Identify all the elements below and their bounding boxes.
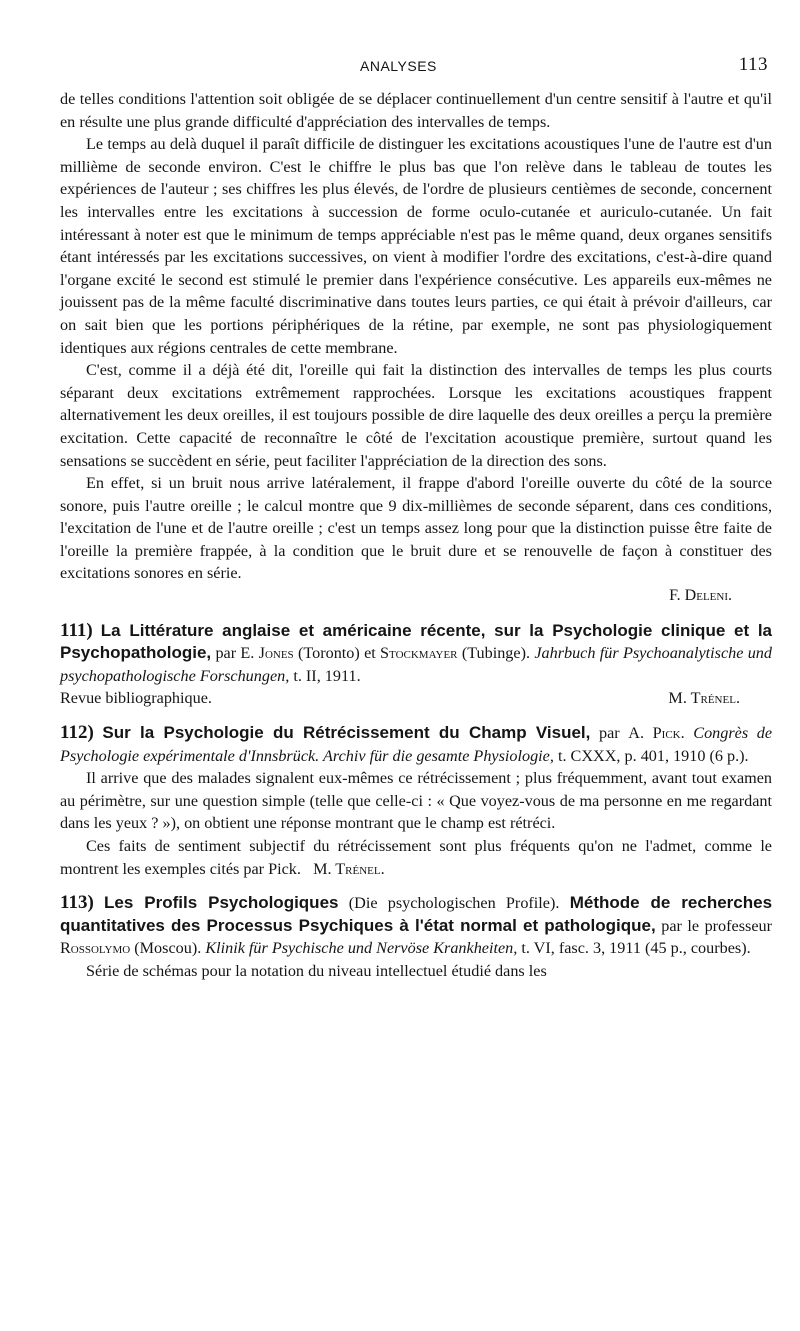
journal: Klinik für Psychische und Nervöse Krankheiten, — [205, 939, 518, 958]
entry-body: Revue bibliographique. — [60, 689, 212, 708]
entry-title: Sur la Psychologie du Rétrécissement du Champ Visuel, — [102, 723, 591, 743]
signature: M. Trénel. — [313, 859, 385, 878]
review-entry-113 — [60, 892, 772, 982]
entry-heading: 112) Sur la Psychologie du Rétrécissement du Champ Visuel, par A. Pick. Congrès de Psychologie expérimentale d'Innsbrück. Archiv für die gesamte Physiologie, t. CXXX, p. 401, 1910 (6 p.). — [60, 722, 773, 765]
paragraph: Série de schémas pour la notation du niveau intellectuel étudié dans les — [86, 961, 547, 980]
author: Rossolymo — [60, 939, 131, 958]
review-entry-112 — [60, 722, 772, 880]
paragraph: de telles conditions l'attention soit obligée de se déplacer continuellement d'un centre sensitif à l'autre et qu'il en résulte une plus grande difficulté d'appréciation des intervalles de temps. — [60, 90, 772, 131]
entry-number: 111) — [60, 619, 93, 641]
entry-subtitle: Méthode de recherches quantitatives des Processus Psychiques à l'état normal et pathologique, — [60, 893, 773, 935]
signature: M. Trénel. — [668, 689, 740, 708]
entry-number: 112) — [60, 722, 94, 744]
entry-heading: 113) Les Profils Psychologiques (Die psychologischen Profile). Méthode de recherches quantitatives des Processus Psychiques à l'état normal et pathologique, par le professeur Rossolymo (Moscou). Klinik für Psychische und Nervöse Krankheiten, t. VI, fasc. 3, 1911 (45 p., courbes). — [60, 892, 773, 958]
entry-number: 113) — [60, 892, 94, 914]
entry-heading: 111) La Littérature anglaise et américaine récente, sur la Psychologie clinique et la Psychopathologie, par E. Jones (Toronto) et Stockmayer (Tubinge). Jahrbuch für Psychoanalytische und psychopathologische Forschungen, t. II, 1911. — [60, 619, 773, 685]
signature: F. Deleni. — [669, 587, 732, 605]
running-title: ANALYSES — [360, 58, 437, 74]
journal: Congrès de Psychologie expérimentale d'Innsbrück. Archiv für die gesamte Physiologie, — [60, 724, 773, 765]
review-continuation — [60, 88, 772, 608]
entry-title: La Littérature anglaise et américaine récente, sur la Psychologie clinique et la Psychopathologie, — [60, 620, 773, 663]
entry-title: Les Profils Psychologiques — [104, 893, 339, 913]
author: A. Pick. — [628, 724, 685, 743]
paragraph: Ces faits de sentiment subjectif du rétrécissement sont plus fréquents qu'on ne l'admet, comme le montrent les exemples cités par Pick. M. Trénel. — [60, 837, 772, 878]
author: E. Jones — [240, 644, 294, 663]
running-head — [60, 52, 772, 74]
page-number: 113 — [738, 54, 768, 75]
review-entry-111 — [60, 620, 772, 710]
paragraph: Il arrive que des malades signalent eux-mêmes ce rétrécissement ; plus fréquemment, avant tout examen au périmètre, sur une question simple (telle que celle-ci : « Que voyez-vous de ma personne en me regardant dans les yeux ? »), on obtient une réponse montrant que le champ est rétréci. — [60, 769, 772, 833]
paragraph: Le temps au delà duquel il paraît difficile de distinguer les excitations acoustiques l'une de l'autre est d'un millième de seconde environ. C'est le chiffre le plus bas que l'on relève dans le tableau de toutes les expériences de l'auteur ; ses chiffres les plus élevés, de l'ordre de plusieurs centièmes de seconde, concernent les intervalles entre les excitations à succession de forme oculo-cutanée et auriculo-cutanée. Un fait intéressant à noter est que le minimum de temps appréciable n'est pas le même quand, deux organes sensitifs étant intéressés par les excitations successives, on vient à modifier l'ordre des excitations, c'est-à-dire quand l'organe excité le second est stimulé le premier dans l'expérience consécutive. Les appareils eux-mêmes ne jouissent pas de la même faculté discriminative dans toutes leurs parties, ce qui était à prévoir d'ailleurs, car on sait bien que les portions périphériques de la rétine, par exemple, ne sont pas physiologiquement identiques aux régions centrales de cette membrane. — [60, 135, 772, 357]
author: Stockmayer — [380, 644, 458, 663]
paragraph: C'est, comme il a déjà été dit, l'oreille qui fait la distinction des intervalles de temps les plus courts séparant deux excitations extrêmement rapprochées. Lorsque les excitations acoustiques frappent alternativement les deux oreilles, il est toujours possible de dire laquelle des deux oreilles a perçu la première excitation. Cette capacité de reconnaître le côté de l'excitation acoustique première, surtout quand les sensations se succèdent en série, peut faciliter l'appréciation de la direction des sons. — [60, 361, 772, 470]
journal: Jahrbuch für Psychoanalytische und psychopathologische Forschungen, — [60, 644, 772, 685]
paragraph: En effet, si un bruit nous arrive latéralement, il frappe d'abord l'oreille ouverte du côté de la source sonore, puis l'autre oreille ; le calcul montre que 9 dix-millièmes de seconde séparent, dans ces conditions, l'excitation de l'une et de l'autre oreille ; c'est un temps assez long pour que la distinction puisse être faite de l'oreille la première frappée, à la condition que le bruit dure et se renouvelle de façon à constituer des excitations sonores en série. — [60, 474, 772, 583]
